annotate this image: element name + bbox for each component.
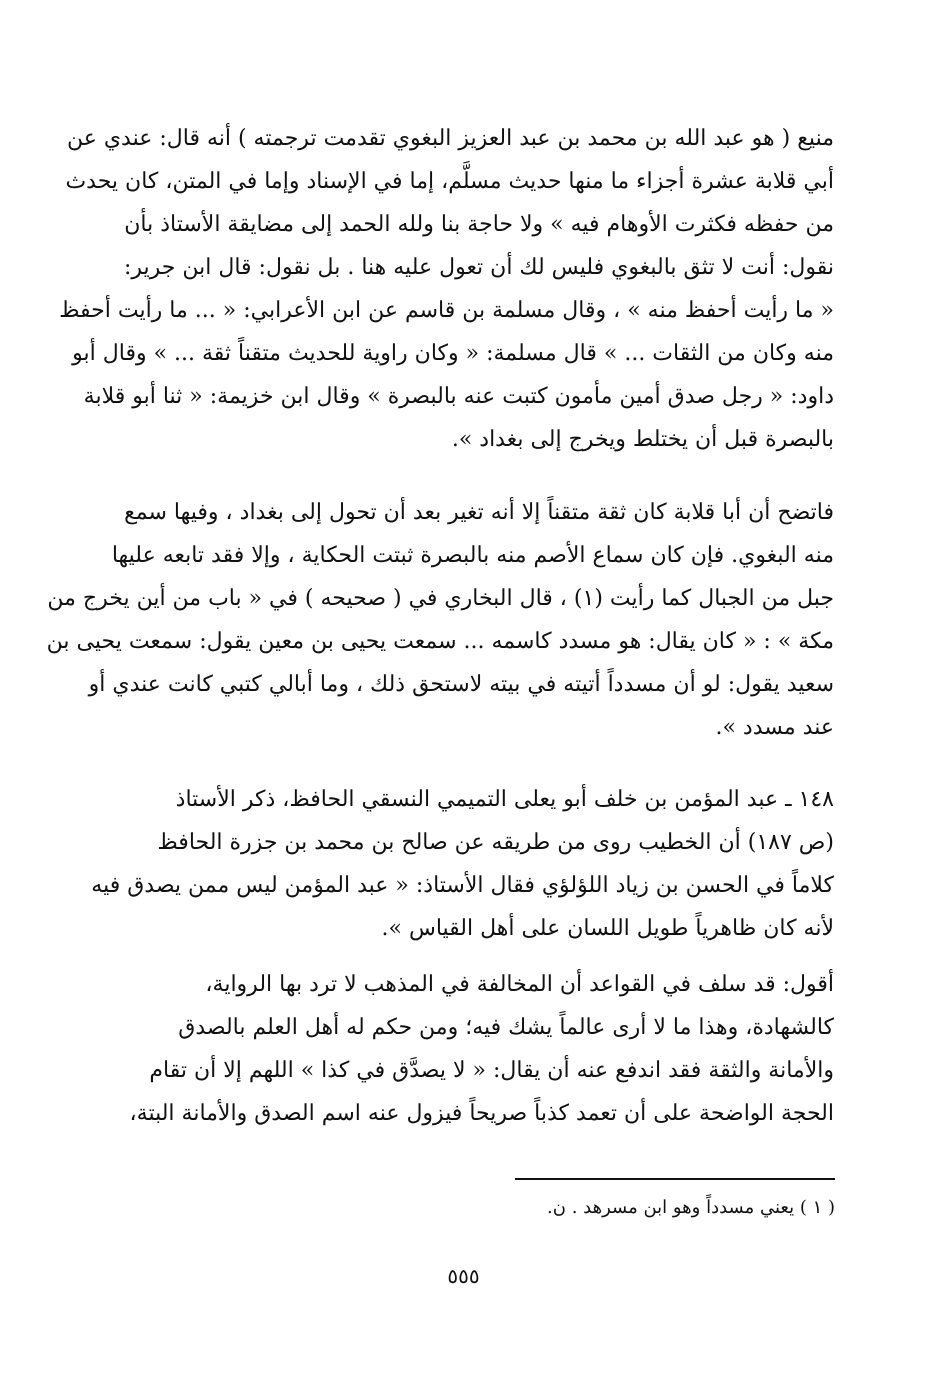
text-line: أقول: قد سلف في القواعد أن المخالفة في المذهب لا ترد بها الرواية، [205,972,834,997]
text-line: منه البغوي. فإن كان سماع الأصم منه بالبصرة ثبتت الحكاية ، وإلا فقد تابعه عليها [111,543,834,568]
paragraph-4 [108,972,834,1148]
text-line: نقول: أنت لا تثق بالبغوي فليس لك أن تعول عليه هنا . بل نقول: قال ابن جرير: [123,255,834,280]
paragraph-3 [91,787,834,963]
text-line: داود: « رجل صدق أمين مأمون كتبت عنه بالبصرة » وقال ابن خزيمة: « ثنا أبو قلابة [83,384,834,409]
footnote: ( ١ ) يعني مسدداً وهو ابن مسرهد . ن. [547,1197,835,1218]
text-line: كالشهادة، وهذا ما لا أرى عالماً يشك فيه؛ ومن حكم له أهل العلم بالصدق [178,1015,834,1040]
text-line: ١٤٨ ـ عبد المؤمن بن خلف أبو يعلى التميمي النسقي الحافظ، ذكر الأستاذ [175,787,834,812]
page-number: ٥٥٥ [447,1264,480,1288]
text-line: منيع ( هو عبد الله بن محمد بن عبد العزيز البغوي تقدمت ترجمته ) أنه قال: عندي عن [66,126,834,151]
text-line: عند مسدد ». [715,715,834,740]
text-line: (ص ١٨٧) أن الخطيب روى من طريقه عن صالح بن محمد بن جزرة الحافظ [157,830,834,855]
text-line: أبي قلابة عشرة أجزاء ما منها حديث مسلَّم، إما في الإسناد وإما في المتن، كان يحدث [65,169,834,194]
text-line: « ما رأيت أحفظ منه » ، وقال مسلمة بن قاسم عن ابن الأعرابي: « ... ما رأيت أحفظ [59,298,834,323]
text-line: لأنه كان ظاهرياً طويل اللسان على أهل القياس ». [381,916,834,941]
text-line: سعيد يقول: لو أن مسدداً أتيته في بيته لاستحق ذلك ، وما أبالي كتبي كانت عندي أو [88,672,834,697]
text-line: فاتضح أن أبا قلابة كان ثقة متقناً إلا أنه تغير بعد أن تحول إلى بغداد ، وفيها سمع [124,500,834,525]
text-line: بالبصرة قبل أن يختلط ويخرج إلى بغداد ». [451,427,834,452]
text-line: من حفظه فكثرت الأوهام فيه » ولا حاجة بنا ولله الحمد إلى مضايقة الأستاذ بأن [124,212,834,237]
text-line: الحجة الواضحة على أن تعمد كذباً صريحاً فيزول عنه اسم الصدق والأمانة البتة، [129,1101,834,1126]
text-line: مكة » : « كان يقال: هو مسدد كاسمه ... سمعت يحيى بن معين يقول: سمعت يحيى بن [46,629,834,654]
text-line: كلاماً في الحسن بن زياد اللؤلؤي فقال الأستاذ: « عبد المؤمن ليس ممن يصدق فيه [91,873,834,898]
text-line: جبل من الجبال كما رأيت (١) ، قال البخاري في ( صحيحه ) في « باب من أين يخرج من [47,586,834,611]
footnote-divider [515,1178,835,1180]
paragraph-1 [59,126,834,470]
text-line: والأمانة والثقة فقد اندفع عنه أن يقال: « لا يصدَّق في كذا » اللهم إلا أن تقام [149,1058,834,1083]
text-line: منه وكان من الثقات ... » قال مسلمة: « وكان راوية للحديث متقناً ثقة ... » وقال أبو [72,341,834,366]
paragraph-2 [46,500,834,760]
